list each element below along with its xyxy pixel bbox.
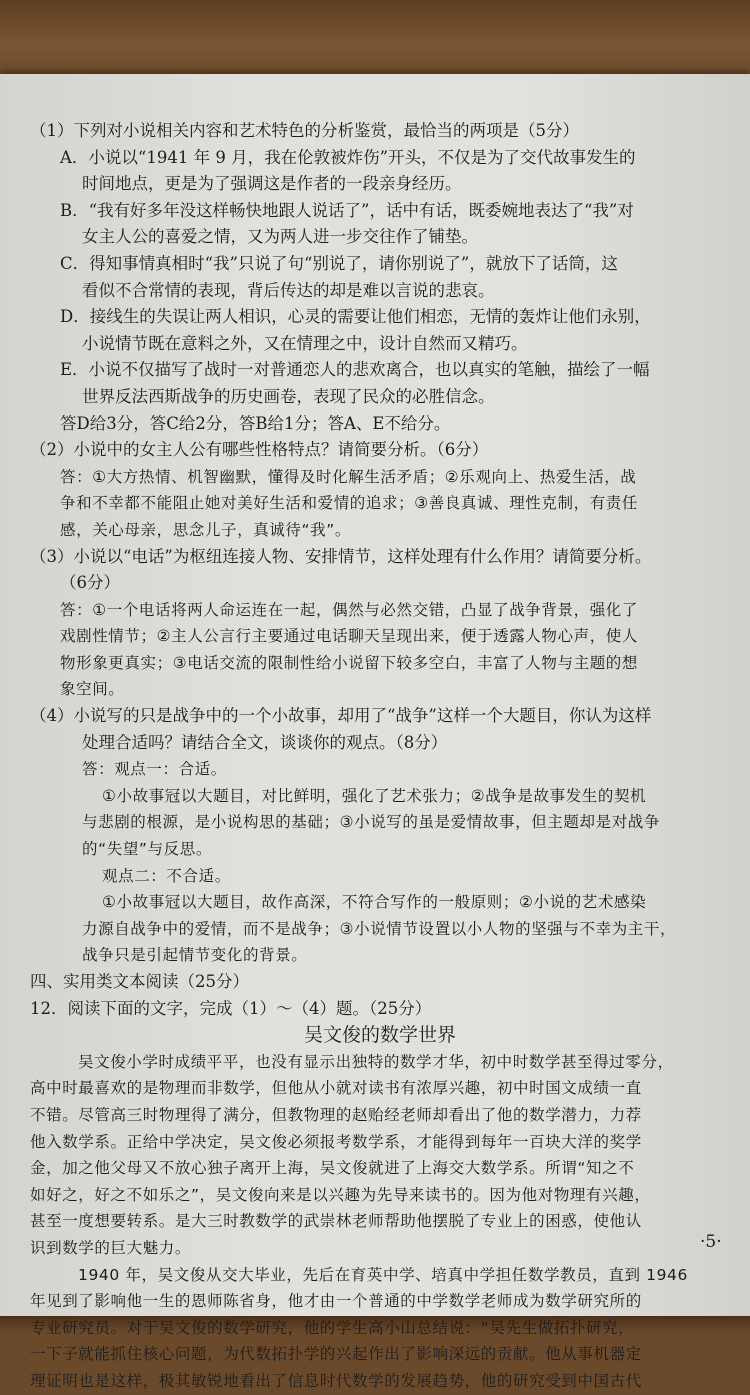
q1-option-e-line1: E．小说不仅描写了战时一对普通恋人的悲欢离合，也以真实的笔触，描绘了一幅 bbox=[60, 360, 650, 380]
article-p1-line4: 他入数学系。正给中学决定，吴文俊必须报考数学系，才能得到每年一百块大洋的奖学 bbox=[30, 1132, 642, 1151]
q1-stem: （1）下列对小说相关内容和艺术特色的分析鉴赏，最恰当的两项是（5分） bbox=[30, 121, 579, 140]
article-p1-line1: 吴文俊小学时成绩平平，也没有显示出独特的数学才华，初中时数学甚至得过零分， bbox=[78, 1052, 674, 1071]
article-p1-line5: 金，加之他父母又不放心独子离开上海，吴文俊就进了上海交大数学系。所谓“知之不 bbox=[30, 1159, 635, 1178]
q4-view2-line2: 力源自战争中的爱情，而不是战争；③小说情节设置以小人物的坚强与不幸为主干， bbox=[82, 919, 677, 938]
q3-answer-line2: 戏剧性情节；②主人公言行主要通过电话聊天呈现出来，便于透露人物心声，使人 bbox=[60, 627, 638, 646]
q1-answer: 答D给3分，答C给2分，答B给1分；答A、E不给分。 bbox=[60, 413, 451, 433]
q4-view1-line3: 的“失望”与反思。 bbox=[82, 840, 212, 859]
article-p1-line6: 如好之，好之不如乐之”，吴文俊向来是以兴趣为先导来读书的。因为他对物理有兴趣， bbox=[30, 1185, 651, 1204]
q1-option-b-line1: B．“我有好多年没这样畅快地跟人说话了”，话中有话，既委婉地表达了“我”对 bbox=[60, 200, 634, 220]
q4-view2-line1: ①小故事冠以大题目，故作高深，不符合写作的一般原则；②小说的艺术感染 bbox=[102, 893, 647, 912]
article-p2-line4: 一下子就能抓住核心问题，为代数拓扑学的兴起作出了影响深远的贡献。他从事机器定 bbox=[30, 1345, 642, 1364]
article-p1-line3: 不错。尽管高三时物理得了满分，但教物理的赵贻经老师却看出了他的数学潜力，力荐 bbox=[30, 1105, 642, 1124]
article-p2-line5: 理证明也是这样，极其敏锐地看出了信息时代数学的发展趋势，他的研究受到中国古代 bbox=[30, 1371, 642, 1390]
q4-stem-line1: （4）小说写的只是战争中的一个小故事，却用了“战争”这样一个大题目，你认为这样 bbox=[30, 706, 652, 726]
page-number: ·5· bbox=[700, 1232, 722, 1252]
q1-option-b-line2: 女主人公的喜爱之情，又为两人进一步交往作了铺垫。 bbox=[82, 227, 478, 247]
q1-option-d-line2: 小说情节既在意料之外，又在情理之中，设计自然而又精巧。 bbox=[82, 333, 528, 353]
q4-view2-line3: 战争只是引起情节变化的背景。 bbox=[82, 946, 308, 965]
q1-option-a-line1: A．小说以“1941 年 9 月，我在伦敦被炸伤”开头，不仅是为了交代故事发生的 bbox=[60, 147, 636, 167]
article-p1-line2: 高中时最喜欢的是物理而非数学，但他从小就对读书有浓厚兴趣，初中时国文成绩一直 bbox=[30, 1079, 642, 1098]
q1-option-c-line1: C．得知事情真相时“我”只说了句“别说了，请你别说了”，就放下了话筒，这 bbox=[60, 253, 618, 273]
q3-answer-line3: 物形象更真实；③电话交流的限制性给小说留下较多空白，丰富了人物与主题的想 bbox=[60, 653, 638, 672]
article-p1-line7: 甚至一度想要转系。是大三时教数学的武崇林老师帮助他摆脱了专业上的困惑，使他认 bbox=[30, 1212, 642, 1231]
q4-view1-line1: ①小故事冠以大题目，对比鲜明，强化了艺术张力；②战争是故事发生的契机 bbox=[102, 786, 647, 805]
q2-answer-line2: 争和不幸都不能阻止她对美好生活和爱情的追求；③善良真诚、理性克制，有责任 bbox=[60, 494, 638, 513]
q4-answer-intro: 答：观点一：合适。 bbox=[82, 760, 227, 779]
q4-view2-title: 观点二：不合适。 bbox=[102, 866, 231, 885]
q2-stem: （2）小说中的女主人公有哪些性格特点？请简要分析。（6分） bbox=[30, 440, 489, 460]
q1-option-d-line1: D．接线生的失误让两人相识，心灵的需要让他们相恋，无情的轰炸让他们永别， bbox=[60, 307, 651, 327]
article-title: 吴文俊的数学世界 bbox=[303, 1024, 456, 1047]
q2-answer-line3: 感，关心母亲，思念儿子，真诚待“我”。 bbox=[60, 520, 351, 539]
q3-answer-line1: 答：①一个电话将两人命运连在一起，偶然与必然交错，凸显了战争背景，强化了 bbox=[60, 600, 638, 619]
section-heading: 四、实用类文本阅读（25分） bbox=[30, 972, 249, 991]
q1-option-a-line2: 时间地点，更是为了强调这是作者的一段亲身经历。 bbox=[82, 174, 462, 194]
article-p2-line3: 专业研究员。对于吴文俊的数学研究，他的学生高小山总结说：“吴先生做拓扑研究， bbox=[30, 1318, 635, 1337]
article-p1-line8: 识到数学的巨大魅力。 bbox=[30, 1238, 192, 1257]
q12-stem: 12．阅读下面的文字，完成（1）～（4）题。（25分） bbox=[30, 998, 432, 1018]
article-p2-line2: 年见到了影响他一生的恩师陈省身，他才由一个普通的中学数学老师成为数学研究所的 bbox=[30, 1292, 642, 1311]
q3-stem-line2: （6分） bbox=[60, 573, 120, 593]
q1-option-c-line2: 看似不合常情的表现，背后传达的却是难以言说的悲哀。 bbox=[82, 280, 495, 300]
article-p2-line1: 1940 年，吴文俊从交大毕业，先后在育英中学、培真中学担任数学教员，直到 1946 bbox=[78, 1265, 688, 1284]
q3-answer-line4: 象空间。 bbox=[60, 680, 125, 699]
q3-stem-line1: （3）小说以“电话”为枢纽连接人物、安排情节，这样处理有什么作用？请简要分析。 bbox=[30, 546, 652, 566]
q1-option-e-line2: 世界反法西斯战争的历史画卷，表现了民众的必胜信念。 bbox=[82, 386, 495, 406]
page-content bbox=[30, 118, 730, 1395]
wood-table-top bbox=[0, 0, 750, 82]
q4-stem-line2: 处理合适吗？请结合全文，谈谈你的观点。（8分） bbox=[82, 732, 448, 752]
q2-answer-line1: 答：①大方热情、机智幽默，懂得及时化解生活矛盾；②乐观向上、热爱生活，战 bbox=[60, 467, 637, 486]
q4-view1-line2: 与悲剧的根源，是小说构思的基础；③小说写的虽是爱情故事，但主题却是对战争 bbox=[82, 813, 660, 832]
